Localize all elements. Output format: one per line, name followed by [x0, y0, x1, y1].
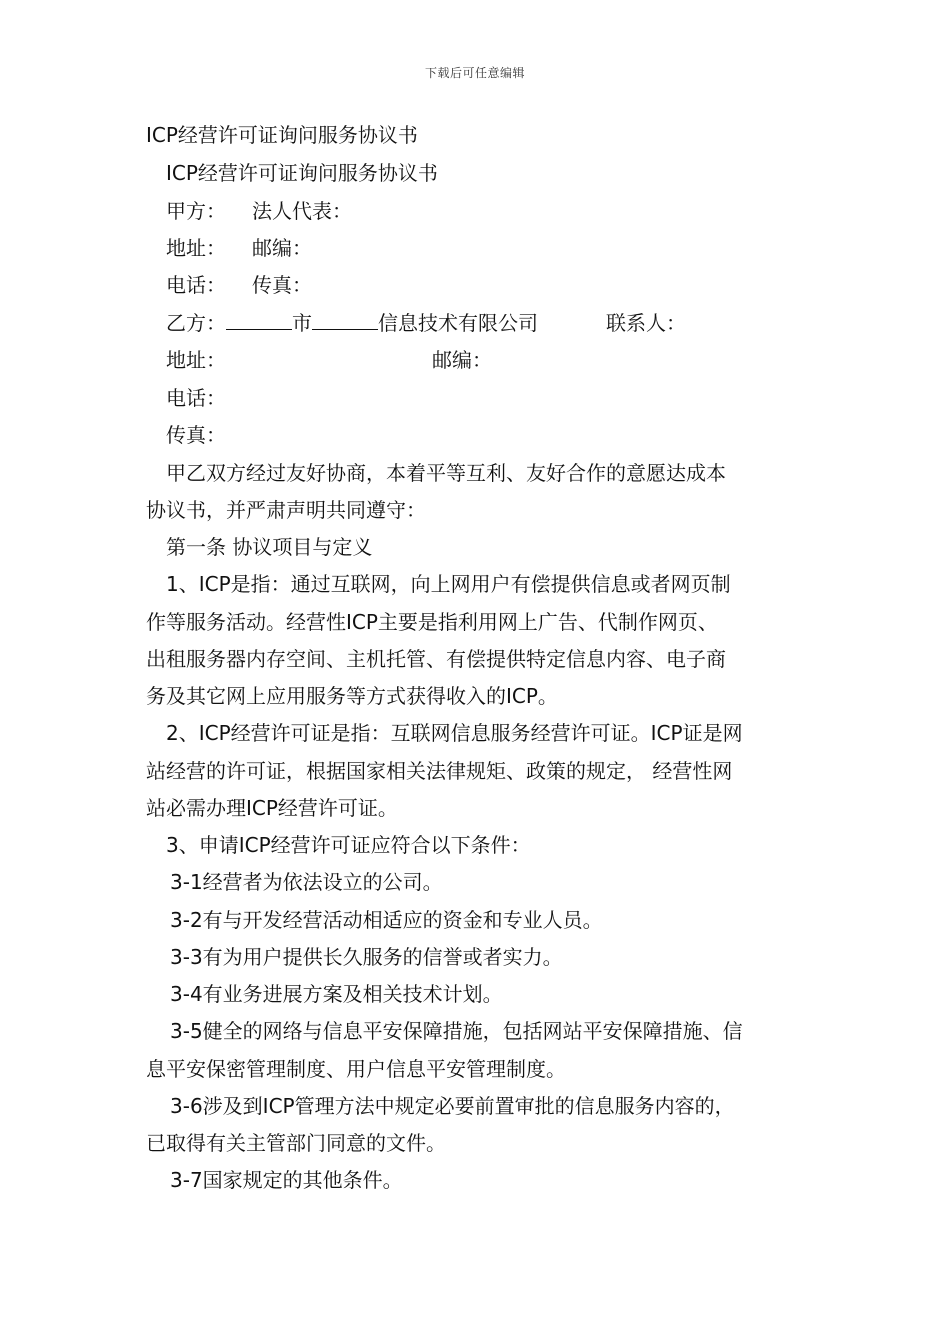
- item-1-line-4: 务及其它网上应用服务等方式获得收入的ICP。: [146, 684, 558, 708]
- party-a-fax-label: 传真：: [252, 273, 312, 297]
- party-a-phone-label: 电话：: [166, 273, 226, 297]
- page-header: 下载后可任意编辑: [424, 66, 525, 80]
- document-subtitle: ICP经营许可证询问服务协议书: [166, 161, 438, 185]
- party-b-address-line: [166, 349, 832, 371]
- party-a-address-line: [166, 237, 832, 259]
- party-a-line: [166, 200, 832, 222]
- item-1-line-3: 出租服务器内存空间、主机托管、有偿提供特定信息内容、电子商: [146, 647, 726, 671]
- intro-line-1: 甲乙双方经过友好协商，本着平等互利、友好合作的意愿达成本: [166, 461, 726, 485]
- document-title: ICP经营许可证询问服务协议书: [146, 123, 418, 147]
- party-b-phone-label: 电话：: [166, 386, 226, 410]
- intro-line-2: 协议书，并严肃声明共同遵守：: [146, 498, 426, 522]
- condition-3-5-line-2: 息平安保密管理制度、用户信息平安管理制度。: [146, 1057, 566, 1081]
- party-b-postcode-label: 邮编：: [432, 348, 492, 372]
- city-blank: [226, 311, 292, 330]
- item-2-line-3: 站必需办理ICP经营许可证。: [146, 796, 398, 820]
- condition-3-6-line-2: 已取得有关主管部门同意的文件。: [146, 1131, 446, 1155]
- party-b-fax-label: 传真：: [166, 423, 226, 447]
- party-a-phone-line: [166, 274, 832, 296]
- item-1-line-2: 作等服务活动。经营性ICP主要是指利用网上广告、代制作网页、: [146, 610, 718, 634]
- item-1-line-1: 1、ICP是指：通过互联网，向上网用户有偿提供信息或者网页制: [166, 572, 731, 596]
- condition-3-5-line-1: 3-5健全的网络与信息平安保障措施，包括网站平安保障措施、信: [170, 1019, 743, 1043]
- party-b-line: [166, 311, 832, 334]
- condition-3-1: 3-1经营者为依法设立的公司。: [170, 870, 443, 894]
- party-a-rep-label: 法人代表：: [252, 199, 352, 223]
- party-b-address-label: 地址：: [166, 348, 226, 372]
- party-a-postcode-label: 邮编：: [252, 236, 312, 260]
- condition-3-3: 3-3有为用户提供长久服务的信誉或者实力。: [170, 945, 563, 969]
- condition-3-4: 3-4有业务进展方案及相关技术计划。: [170, 982, 503, 1006]
- item-2-line-2: 站经营的许可证，根据国家相关法律规矩、政策的规定， 经营性网: [146, 759, 733, 783]
- party-b-contact-label: 联系人：: [606, 311, 686, 335]
- condition-3-2: 3-2有与开发经营活动相适应的资金和专业人员。: [170, 908, 603, 932]
- article-1-title: 第一条 协议项目与定义: [166, 535, 373, 559]
- item-2-line-1: 2、ICP经营许可证是指：互联网信息服务经营许可证。ICP证是网: [166, 721, 743, 745]
- condition-3-7: 3-7国家规定的其他条件。: [170, 1168, 403, 1192]
- party-a-address-label: 地址：: [166, 236, 226, 260]
- party-b-city-suffix: 市: [292, 311, 312, 335]
- party-b-label: 乙方：: [166, 311, 226, 335]
- party-a-label: 甲方：: [166, 199, 226, 223]
- item-3: 3、申请ICP经营许可证应符合以下条件：: [166, 833, 531, 857]
- condition-3-6-line-1: 3-6涉及到ICP管理方法中规定必要前置审批的信息服务内容的，: [170, 1094, 735, 1118]
- company-blank: [312, 311, 378, 330]
- party-b-company-suffix: 信息技术有限公司: [378, 311, 538, 335]
